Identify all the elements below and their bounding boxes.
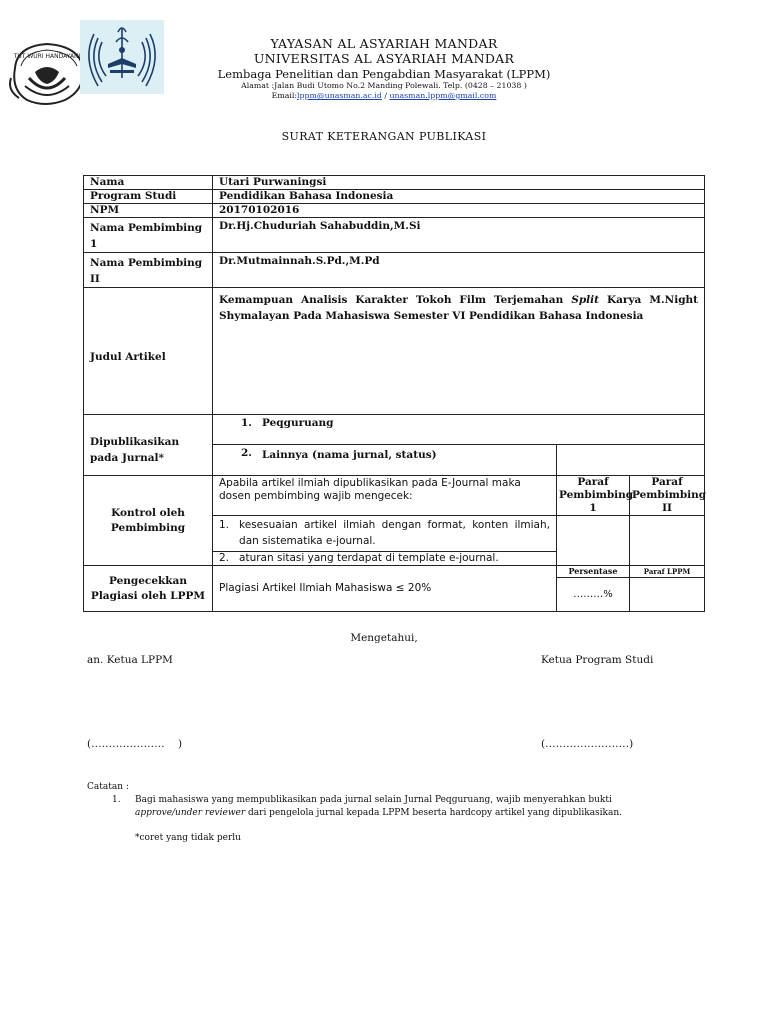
- row-kontrol-intro: [84, 476, 705, 516]
- jurnal-option-2-num: 2.: [241, 447, 252, 459]
- kontrol-item-2-num: 2.: [219, 552, 230, 564]
- kontrol-label: Kontrol oleh Pembimbing: [84, 476, 213, 566]
- row-jurnal-1: [84, 415, 705, 445]
- notes-heading: Catatan :: [87, 782, 129, 792]
- kontrol-intro: Apabila artikel ilmiah dipublikasikan pada E-Journal maka dosen pembimbing wajib mengecek:: [213, 476, 557, 516]
- row-pembimbing1: [84, 218, 705, 253]
- row-nama: [84, 176, 705, 190]
- notes-item-1-line1: Bagi mahasiswa yang mempublikasikan pada jurnal selain Jurnal Peqguruang, wajib menyerahkan bukti: [135, 795, 612, 805]
- notes-item-1-num: 1.: [112, 795, 121, 805]
- pembimbing2-value: Dr.Mutmainnah.S.Pd.,M.Pd: [213, 253, 705, 288]
- header-address: Alamat :Jalan Budi Utomo No.2 Manding Polewali. Telp. (0428 – 21038 ): [241, 81, 527, 90]
- email-link-lppm[interactable]: lppm@unasman.ac.id: [297, 91, 382, 100]
- judul-text-pre: Kemampuan Analisis Karakter Tokoh Film Terjemahan: [219, 294, 572, 306]
- left-signature-blank[interactable]: (………………… ): [87, 738, 183, 750]
- prodi-value: Pendidikan Bahasa Indonesia: [213, 190, 705, 204]
- jurnal-option-2-label: Lainnya (nama jurnal, status): [261, 449, 437, 461]
- persentase-field[interactable]: ………%: [557, 578, 630, 612]
- pembimbing2-label: Nama Pembimbing II: [84, 253, 213, 288]
- publication-form-table: [83, 175, 705, 612]
- plagiasi-text: Plagiasi Artikel Ilmiah Mahasiswa ≤ 20%: [213, 566, 557, 612]
- paraf-pembimbing2-header: Paraf Pembimbing II: [630, 476, 705, 516]
- pembimbing1-label: Nama Pembimbing 1: [84, 218, 213, 253]
- judul-text-post: Karya M.Night Shymalayan Pada Mahasiswa Semester VI Pendidikan Bahasa Indonesia: [219, 294, 699, 322]
- header-institute: Lembaga Penelitian dan Pengabdian Masyarakat (LPPM): [217, 67, 551, 81]
- logo-left-text: TUT WURI HANDAYANI: [13, 53, 81, 60]
- document-title: SURAT KETERANGAN PUBLIKASI: [281, 130, 487, 143]
- email-separator: /: [381, 91, 390, 100]
- header-foundation: YAYASAN AL ASYARIAH MANDAR: [270, 36, 498, 51]
- npm-label: NPM: [84, 204, 213, 218]
- header-email: [0, 91, 768, 100]
- prodi-label: Program Studi: [84, 190, 213, 204]
- nama-value: Utari Purwaningsi: [213, 176, 705, 190]
- jurnal-option-1[interactable]: [213, 415, 705, 445]
- jurnal-name-field[interactable]: [557, 445, 705, 476]
- judul-text-italic: Split: [571, 294, 599, 306]
- right-signature-blank[interactable]: (……………………): [541, 738, 634, 750]
- notes-item-1-rest: dari pengelola jurnal kepada LPPM beserta hardcopy artikel yang dipublikasikan.: [245, 808, 623, 818]
- paraf-lppm-field[interactable]: [630, 578, 705, 612]
- row-npm: [84, 204, 705, 218]
- persentase-header: Persentase: [557, 566, 630, 578]
- email-link-gmail[interactable]: unasman.lppm@gmail.com: [389, 91, 497, 100]
- plagiasi-label: Pengecekkan Plagiasi oleh LPPM: [84, 566, 213, 612]
- jurnal-option-1-label: Peqguruang: [261, 417, 334, 429]
- notes-item-1-line2: [135, 808, 622, 818]
- notes-item-1-italic: approve/under reviewer: [135, 808, 246, 818]
- row-plagiasi-header: [84, 566, 705, 578]
- jurnal-option-1-num: 1.: [241, 417, 252, 429]
- judul-value: [213, 288, 705, 415]
- nama-label: Nama: [84, 176, 213, 190]
- email-label: Email:: [271, 91, 297, 100]
- kontrol-item-2: [213, 552, 557, 566]
- mengetahui-label: Mengetahui,: [350, 632, 418, 644]
- right-signature-title: Ketua Program Studi: [541, 654, 654, 666]
- pembimbing1-value: Dr.Hj.Chuduriah Sahabuddin,M.Si: [213, 218, 705, 253]
- kontrol-item-1-num: 1.: [219, 519, 230, 531]
- header-university: UNIVERSITAS AL ASYARIAH MANDAR: [253, 51, 515, 66]
- row-prodi: [84, 190, 705, 204]
- paraf-pembimbing2-field[interactable]: [630, 516, 705, 566]
- judul-label: Judul Artikel: [84, 288, 213, 415]
- jurnal-label: Dipublikasikan pada Jurnal*: [84, 415, 213, 476]
- npm-value: 20170102016: [213, 204, 705, 218]
- kontrol-item-1: [213, 516, 557, 552]
- kontrol-item-1-text: kesesuaian artikel ilmiah dengan format, konten ilmiah, dan sistematika e-journal.: [239, 519, 550, 547]
- jurnal-option-2[interactable]: [213, 445, 557, 476]
- paraf-pembimbing1-header: Paraf Pembimbing 1: [557, 476, 630, 516]
- left-signature-title: an. Ketua LPPM: [87, 654, 173, 666]
- notes-footnote: *coret yang tidak perlu: [135, 833, 241, 843]
- kontrol-item-2-text: aturan sitasi yang terdapat di template e-journal.: [239, 552, 499, 564]
- row-judul: [84, 288, 705, 415]
- paraf-pembimbing1-field[interactable]: [557, 516, 630, 566]
- paraf-lppm-header: Paraf LPPM: [630, 566, 705, 578]
- row-pembimbing2: [84, 253, 705, 288]
